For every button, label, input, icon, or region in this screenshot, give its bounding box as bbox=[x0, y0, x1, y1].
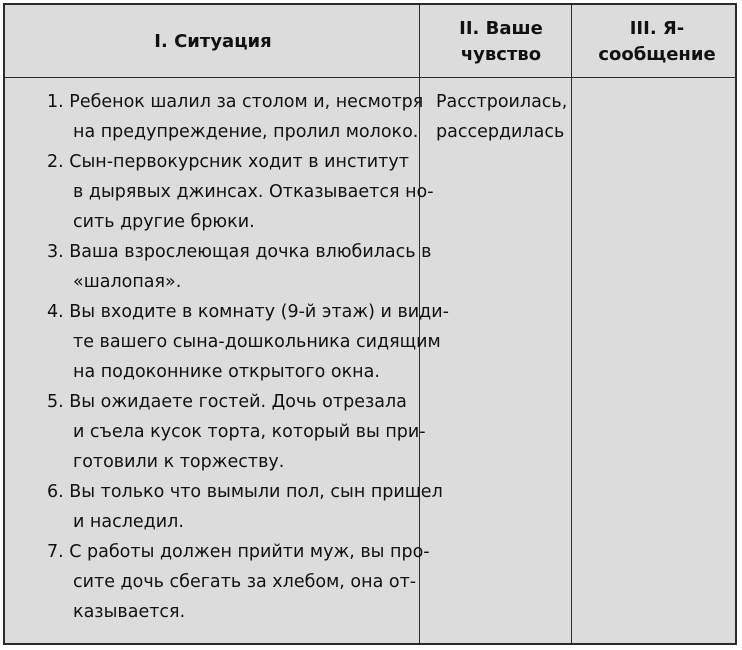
situation-text: 7. С работы должен прийти муж, вы про- bbox=[47, 542, 430, 562]
feeling-cell bbox=[436, 87, 567, 147]
situation-text-continuation: на предупреждение, пролил молоко. bbox=[73, 122, 419, 142]
situation-item bbox=[5, 297, 449, 387]
situation-text-continuation: казывается. bbox=[73, 602, 186, 622]
situation-text-continuation: и съела кусок торта, который вы при- bbox=[73, 422, 426, 442]
situation-text-continuation: на подоконнике открытого окна. bbox=[73, 362, 380, 382]
situation-text: 5. Вы ожидаете гостей. Дочь отрезала bbox=[47, 392, 407, 412]
situation-text-continuation: те вашего сына-дошкольника сидящим bbox=[73, 332, 441, 352]
situation-item bbox=[5, 147, 434, 237]
feeling-line: рассердилась bbox=[436, 122, 565, 142]
situation-text: 1. Ребенок шалил за столом и, несмотря bbox=[47, 92, 424, 112]
situation-text-continuation: в дырявых джинсах. Отказывается но- bbox=[73, 182, 434, 202]
situation-text: 3. Ваша взрослеющая дочка влюбилась в bbox=[47, 242, 432, 262]
situation-item bbox=[5, 537, 430, 627]
situation-text-continuation: и наследил. bbox=[73, 512, 184, 532]
header-i-message: III. Я-сообщение bbox=[598, 18, 716, 65]
situation-text-continuation: «шалопая». bbox=[73, 272, 182, 292]
situation-text: 4. Вы входите в комнату (9-й этаж) и види- bbox=[47, 302, 449, 322]
situation-text: 2. Сын-первокурсник ходит в институт bbox=[47, 152, 409, 172]
situation-list bbox=[5, 79, 449, 627]
situation-text-continuation: готовили к торжеству. bbox=[73, 452, 285, 472]
situation-text-continuation: сите дочь сбегать за хлебом, она от- bbox=[73, 572, 417, 592]
feeling-line: Расстроилась, bbox=[436, 92, 568, 112]
situation-item bbox=[5, 237, 432, 297]
situation-text: 6. Вы только что вымыли пол, сын пришел bbox=[47, 482, 443, 502]
column-divider bbox=[571, 5, 572, 643]
situation-item bbox=[5, 387, 426, 477]
exercise-table bbox=[3, 3, 737, 645]
situation-item bbox=[5, 87, 424, 147]
situation-text-continuation: сить другие брюки. bbox=[73, 212, 255, 232]
situation-item bbox=[5, 477, 443, 537]
header-feeling: II. Ваше чувство bbox=[459, 18, 543, 65]
header-situation: I. Ситуация bbox=[154, 31, 272, 52]
